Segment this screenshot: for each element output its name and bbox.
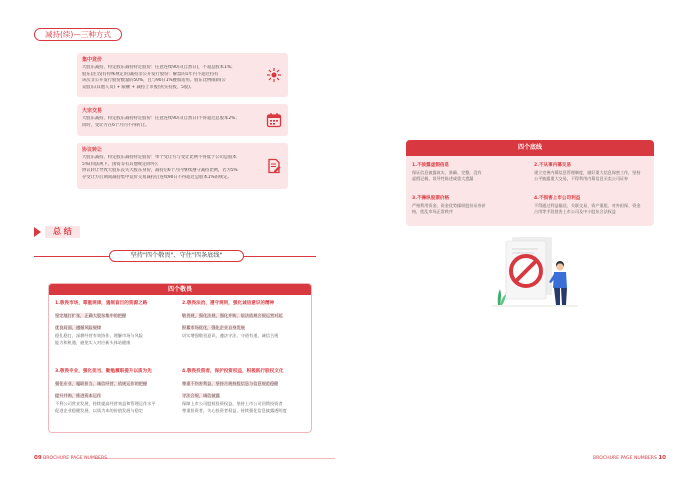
method-line: 众股东/其他人员) + 限额 + 减持上市股份(实持股，5股)。 xyxy=(82,84,195,90)
method-line: 大股东减持、特定股东减持特定股份：任意连续90日(自然日)不得超过总股本2%； xyxy=(82,116,240,121)
bottom-line-item xyxy=(412,162,528,183)
panel-title: 四个敬畏 xyxy=(49,284,311,295)
note-text: 保证信息披露真实、准确、完整，没有 xyxy=(412,170,482,175)
method-line: 同时，受让方在6个月内不得转让。 xyxy=(82,122,150,128)
highlight-text: 敬畏规，强化法规，强化并购，依法依规合规运营对起 xyxy=(182,313,283,318)
note-text: 格，扰乱市场正常秩序 xyxy=(412,209,453,215)
respect-item-title: 1.敬畏市场，尊重规律，遏制盲目的资源之路 xyxy=(55,301,148,306)
method-line: 大股东减持、特定股东减持特定股份：单个受让方与受让比例不得低于公司总股本 xyxy=(82,155,237,160)
section-pill-title: 减持(续)—三种方式 xyxy=(34,28,122,41)
page-number: 09 xyxy=(34,455,42,461)
calendar-icon xyxy=(266,112,282,128)
highlight-text: 守法合规，诚信披露 xyxy=(182,393,220,399)
footer-label: BROCHURE PAGE NUMBERS xyxy=(592,456,657,461)
note-text: 能力和机遇，避免实入对应新头体站健康 xyxy=(55,340,131,345)
method-title: 协议转让 xyxy=(82,147,103,153)
note-text: 尊重投资者，关心投资者权益，持续强化信息披露透明度 xyxy=(182,408,287,413)
respect-item-title: 2.敬畏法治，遵守规则，强化诚信意识的精神 xyxy=(182,301,275,306)
slogan-text: 坚持"四个敬畏"、守住"四条底线" xyxy=(109,250,244,262)
footer-left xyxy=(34,455,107,461)
respect-item xyxy=(55,300,181,347)
note-text: 建立完善内幕信息管理制度，做好重大信息保密工作，坚持 xyxy=(534,170,641,175)
method-title: 集中竞价 xyxy=(82,57,103,63)
method-line: 协议转让导致大股东丧失大股东身份，减持后6个月内继续遵守减持比例，若为5% xyxy=(82,168,238,174)
bottom-line-item xyxy=(412,195,528,216)
slogan-banner xyxy=(34,250,316,262)
method-line: 5%(同法规下，国资等有其他规定除外)； xyxy=(82,161,161,167)
respect-item xyxy=(182,368,308,415)
note-text: 虚假记载、误导性陈述或重大遗漏 xyxy=(412,176,474,182)
note-text: 公平披露重大交易，不得利用内幕信息买卖公司证券 xyxy=(534,176,629,182)
method-line: 大股东减持、特定股东减持特定股份：任意连续90日(自然日)，不超总股本1%； xyxy=(82,65,236,70)
bottom-line-item xyxy=(534,162,650,183)
highlight-text: 尊重不伤害利益，坚持合规持股信息与信息规范稳健 xyxy=(182,381,279,386)
respect-item xyxy=(182,300,308,340)
respect-item-title: 4.敬畏投资者，保护投资权益，积极践行股权文化 xyxy=(182,369,284,374)
sun-burst-icon xyxy=(266,67,282,83)
highlight-text: 提升并购，推进资本运作 xyxy=(55,393,102,399)
note-text: 严格利用资金、资金优势操纵股份证券价 xyxy=(412,203,486,208)
bottom-line-title: 1.不披露虚假信息 xyxy=(412,163,450,168)
highlight-text: 积累市场优化，强化企业自身发展 xyxy=(182,325,245,331)
bottom-line-item xyxy=(534,195,650,216)
method-box-agreement-transfer xyxy=(77,143,288,189)
note-text: 切实增强敬畏意识、遵法守法、守道有道，诚信合规 xyxy=(182,333,279,339)
bottom-line-title: 3.不操纵股票价格 xyxy=(412,196,450,201)
no-entry-sign-illustration xyxy=(490,235,580,310)
method-line: 该次非公开发行股份数量的50%，且与90日1%叠加适用。股东比例限制(公 xyxy=(82,78,226,84)
method-line: 存受让方后期间减持集中竞价交易减持后连续90日不得超过总股本1%的规定。 xyxy=(82,174,232,180)
footer-divider xyxy=(95,458,335,459)
four-bottom-lines-panel xyxy=(406,140,654,226)
page-number: 10 xyxy=(658,455,666,461)
footer-label: BROCHURE PAGE NUMBERS xyxy=(43,456,108,461)
four-respects-panel xyxy=(48,283,312,433)
respect-item-title: 3.敬畏专业，强化担当，勤勉履职提升以质为先 xyxy=(55,369,152,374)
panel-title: 四个底线 xyxy=(406,140,654,156)
highlight-text: 坚定地打扩张，正确大股东集中的把握 xyxy=(55,313,127,318)
method-box-call-auction xyxy=(77,53,288,97)
footer-right xyxy=(593,455,666,461)
highlight-text: 优良局面，遵循风险规律 xyxy=(55,325,102,331)
bottom-line-title: 2.不从事内幕交易 xyxy=(534,163,572,168)
note-text: 占用等手段侵害上市公司及中小股东合法权益 xyxy=(534,209,616,215)
method-title: 大宗交易 xyxy=(82,108,103,114)
note-text: 稳扎稳打，深耕经营有效协作，理解市场与风险 xyxy=(55,333,143,339)
summary-heading-text: 总 结 xyxy=(45,226,80,238)
method-line: 股东(注:没有特殊规定的)减持非公开发行股份：解禁的1年内不超过持有 xyxy=(82,71,219,77)
right-page xyxy=(350,0,700,489)
note-text: 不利公司营业发展，持续提高经营效益和管理运作水平 xyxy=(55,401,156,407)
method-box-block-trade xyxy=(77,104,288,136)
highlight-text: 强化专业，履职担当，诚信经营，依规运作的把握 xyxy=(55,381,148,386)
note-text: 不得通过利益输送、关联交易、资产重组、对外担保、资金 xyxy=(534,203,641,208)
note-text: 保障上市公司股权投资权益，坚持上市公司回馈投资者 xyxy=(182,401,283,407)
summary-heading xyxy=(34,226,80,238)
note-text: 促进企业稳健发展，以质为本的价值发展与稳定 xyxy=(55,408,143,413)
document-edit-icon xyxy=(266,158,282,174)
bottom-line-title: 4.不损害上市公司利益 xyxy=(534,196,581,201)
arrow-icon xyxy=(34,227,41,237)
respect-item xyxy=(55,368,181,415)
